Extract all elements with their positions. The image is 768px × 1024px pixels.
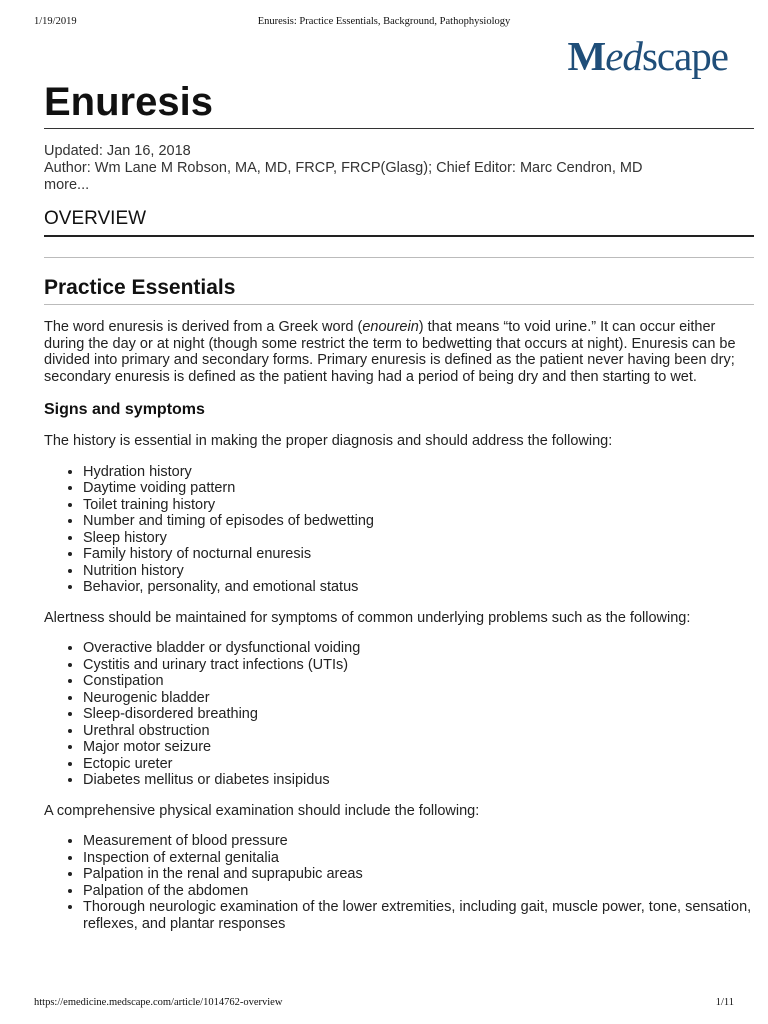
- greek-term: enourein: [362, 319, 419, 335]
- intro-text-end: ) that means “to void urine.” It can occur either during the day or at night (though some restrict the term to bedwetting that occurs at night). Enuresis can be divided into primary and secondary forms. Primary enuresis is defined as the patient never having been dry; secondary enuresis is defined as the patient having had a period of being dry and then starting to wet.: [44, 319, 736, 385]
- practice-essentials-heading: Practice Essentials: [44, 276, 754, 305]
- print-url: https://emedicine.medscape.com/article/1014762-overview: [34, 997, 283, 1008]
- list-item: • Overactive bladder or dysfunctional voiding: [83, 640, 754, 657]
- logo-scape: scape: [641, 33, 728, 79]
- list-item: • Behavior, personality, and emotional status: [83, 579, 754, 596]
- page-number: 1/11: [715, 997, 734, 1008]
- list-item: • Sleep-disordered breathing: [83, 706, 754, 723]
- list-item: • Nutrition history: [83, 563, 754, 580]
- list-item: • Urethral obstruction: [83, 723, 754, 740]
- print-date: 1/19/2019: [34, 16, 77, 27]
- list-item: • Constipation: [83, 673, 754, 690]
- author-line: Author: Wm Lane M Robson, MA, MD, FRCP, FRCP(Glasg); Chief Editor: Marc Cendron, MD: [44, 160, 643, 176]
- list-item: • Ectopic ureter: [83, 756, 754, 773]
- article-meta: [44, 143, 754, 194]
- more-link[interactable]: more...: [44, 177, 90, 193]
- logo-ed: ed: [605, 33, 642, 79]
- signs-symptoms-heading: Signs and symptoms: [44, 401, 205, 418]
- section-divider: [44, 257, 754, 258]
- list-item: • Hydration history: [83, 464, 754, 481]
- list-item: • Neurogenic bladder: [83, 690, 754, 707]
- list-item: • Toilet training history: [83, 497, 754, 514]
- list-item: • Family history of nocturnal enuresis: [83, 546, 754, 563]
- underlying-problems-list: [44, 640, 754, 789]
- logo-m: M: [567, 33, 606, 79]
- history-intro: The history is essential in making the proper diagnosis and should address the following:: [44, 433, 613, 449]
- exam-intro: A comprehensive physical examination should include the following:: [44, 802, 480, 819]
- list-item: • Sleep history: [83, 530, 754, 547]
- list-item: • Palpation of the abdomen: [83, 883, 754, 900]
- history-list: [44, 464, 754, 596]
- list-item: • Major motor seizure: [83, 739, 754, 756]
- exam-list: [44, 833, 754, 932]
- alertness-intro: Alertness should be maintained for symptoms of common underlying problems such as the following:: [44, 609, 691, 626]
- list-item: • Number and timing of episodes of bedwetting: [83, 513, 754, 530]
- overview-heading: OVERVIEW: [44, 208, 754, 237]
- article-title: Enuresis: [44, 80, 754, 129]
- print-page-title: Enuresis: Practice Essentials, Background, Pathophysiology: [257, 16, 511, 27]
- list-item: • Palpation in the renal and suprapubic areas: [83, 866, 754, 883]
- list-item: • Diabetes mellitus or diabetes insipidus: [83, 772, 754, 789]
- list-item: • Cystitis and urinary tract infections (UTIs): [83, 657, 754, 674]
- intro-text-start: The word enuresis is derived from a Greek word (: [44, 319, 363, 335]
- article-content: [44, 80, 754, 932]
- intro-paragraph: [44, 319, 754, 385]
- list-item: • Daytime voiding pattern: [83, 480, 754, 497]
- list-item: • Measurement of blood pressure: [83, 833, 754, 850]
- list-item: • Inspection of external genitalia: [83, 850, 754, 867]
- medscape-logo[interactable]: [567, 33, 728, 79]
- list-item: • Thorough neurologic examination of the lower extremities, including gait, muscle power, tone, sensation, reflexes, and plantar responses: [83, 899, 754, 932]
- updated-date: Updated: Jan 16, 2018: [44, 143, 191, 159]
